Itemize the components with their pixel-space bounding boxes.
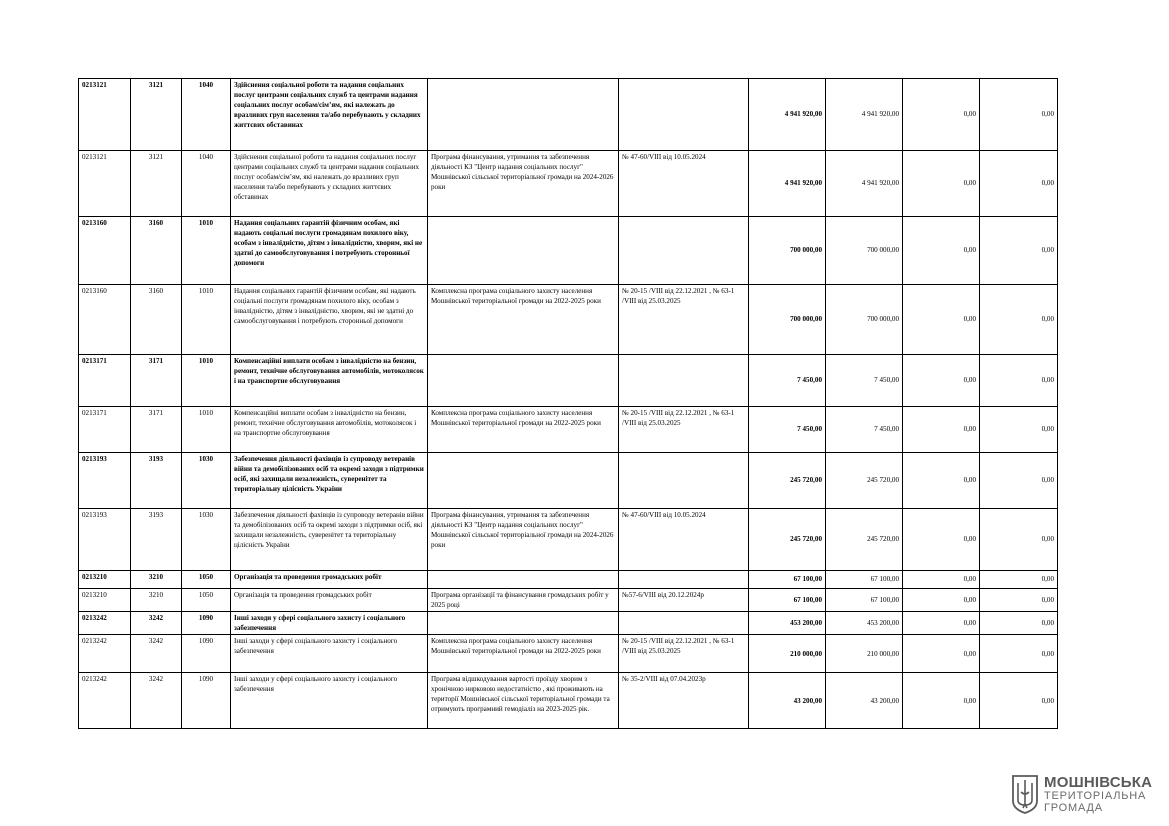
- local-program-cell: [428, 79, 619, 151]
- total-amount-cell: 245 720,00: [749, 509, 826, 571]
- program-code-cell: 0213242: [79, 635, 131, 673]
- program-code-cell: 0213121: [79, 151, 131, 217]
- table-row: [79, 635, 1058, 673]
- classification-code-cell: 1010: [182, 285, 231, 355]
- decision-cell: [619, 79, 749, 151]
- development-fund-cell: 0,00: [980, 79, 1058, 151]
- total-amount-cell: 453 200,00: [749, 612, 826, 635]
- total-amount-cell: 43 200,00: [749, 673, 826, 729]
- decision-cell: [619, 571, 749, 589]
- development-fund-cell: 0,00: [980, 571, 1058, 589]
- development-fund-cell: 0,00: [980, 151, 1058, 217]
- classification-code-cell: 1010: [182, 407, 231, 453]
- function-code-cell: 3160: [131, 217, 182, 285]
- local-program-cell: [428, 612, 619, 635]
- development-fund-cell: 0,00: [980, 285, 1058, 355]
- special-fund-cell: 0,00: [903, 673, 980, 729]
- table-row: [79, 407, 1058, 453]
- decision-cell: № 47-60/VIII від 10.05.2024: [619, 151, 749, 217]
- community-logo: [1010, 774, 1160, 816]
- table-row: [79, 151, 1058, 217]
- program-code-cell: 0213193: [79, 509, 131, 571]
- program-code-cell: 0213171: [79, 407, 131, 453]
- development-fund-cell: 0,00: [980, 509, 1058, 571]
- total-amount-cell: 67 100,00: [749, 571, 826, 589]
- function-code-cell: 3171: [131, 355, 182, 407]
- local-program-cell: [428, 453, 619, 509]
- summary-row: [79, 217, 1058, 285]
- local-program-cell: Комплексна програма соціального захисту населення Мошнівської територіальної громади на 2022-2025 роки: [428, 635, 619, 673]
- program-name-cell: Інші заходи у сфері соціального захисту і соціального забезпечення: [231, 673, 428, 729]
- local-program-cell: [428, 217, 619, 285]
- special-fund-cell: 0,00: [903, 509, 980, 571]
- development-fund-cell: 0,00: [980, 673, 1058, 729]
- development-fund-cell: 0,00: [980, 612, 1058, 635]
- special-fund-cell: 0,00: [903, 571, 980, 589]
- decision-cell: №57-6/VIII від 20.12.2024р: [619, 589, 749, 612]
- special-fund-cell: 0,00: [903, 589, 980, 612]
- special-fund-cell: 0,00: [903, 635, 980, 673]
- local-program-cell: Програма фінансування, утримання та забезпечення діяльності КЗ "Центр надання соціальних послуг" Мошнівської сільської територіальної громади на 2024-2026 роки: [428, 509, 619, 571]
- program-name-cell: Забезпечення діяльності фахівців із супроводу ветеранів війни та демобілізованих осіб та окремі заходи з підтримки осіб, які захищали незалежність, суверенітет та територіальну цілісність України: [231, 509, 428, 571]
- program-code-cell: 0213160: [79, 285, 131, 355]
- program-name-cell: Компенсаційні виплати особам з інвалідністю на бензин, ремонт, технічне обслуговування автомобілів, мотоколясок і на транспортне обслуговування: [231, 407, 428, 453]
- program-name-cell: Компенсаційні виплати особам з інвалідністю на бензин, ремонт, технічне обслуговування автомобілів, мотоколясок і на транспортне обслуговування: [231, 355, 428, 407]
- general-fund-cell: 7 450,00: [826, 407, 903, 453]
- classification-code-cell: 1050: [182, 571, 231, 589]
- total-amount-cell: 700 000,00: [749, 285, 826, 355]
- decision-cell: [619, 453, 749, 509]
- development-fund-cell: 0,00: [980, 217, 1058, 285]
- decision-cell: [619, 612, 749, 635]
- general-fund-cell: 4 941 920,00: [826, 151, 903, 217]
- program-name-cell: Надання соціальних гарантій фізичним особам, які надають соціальні послуги громадянам похилого віку, особам з інвалідністю, дітям з інвалідністю, хворим, які не здатні до самообслуговування і потребують сторонньої допомоги: [231, 285, 428, 355]
- function-code-cell: 3242: [131, 635, 182, 673]
- classification-code-cell: 1090: [182, 673, 231, 729]
- program-name-cell: Здійснення соціальної роботи та надання соціальних послуг центрами соціальних служб та центрами надання соціальних послуг особам/сім’ям, які належать до вразливих груп населення та/або перебувають у складних життєвих обставинах: [231, 79, 428, 151]
- special-fund-cell: 0,00: [903, 79, 980, 151]
- general-fund-cell: 67 100,00: [826, 571, 903, 589]
- program-name-cell: Інші заходи у сфері соціального захисту і соціального забезпечення: [231, 612, 428, 635]
- development-fund-cell: 0,00: [980, 589, 1058, 612]
- classification-code-cell: 1040: [182, 151, 231, 217]
- table-row: [79, 673, 1058, 729]
- development-fund-cell: 0,00: [980, 635, 1058, 673]
- trident-icon: [1010, 774, 1040, 814]
- special-fund-cell: 0,00: [903, 151, 980, 217]
- table-row: [79, 285, 1058, 355]
- total-amount-cell: 7 450,00: [749, 355, 826, 407]
- decision-cell: № 20-15 /VIII від 22.12.2021 , № 63-1 /VIII від 25.03.2025: [619, 635, 749, 673]
- program-name-cell: Забезпечення діяльності фахівців із супроводу ветеранів війни та демобілізованих осіб та окремі заходи з підтримки осіб, які захищали незалежність, суверенітет та територіальну цілісність України: [231, 453, 428, 509]
- classification-code-cell: 1090: [182, 612, 231, 635]
- function-code-cell: 3193: [131, 509, 182, 571]
- function-code-cell: 3242: [131, 673, 182, 729]
- program-code-cell: 0213171: [79, 355, 131, 407]
- summary-row: [79, 355, 1058, 407]
- local-program-cell: Програма фінансування, утримання та забезпечення діяльності КЗ "Центр надання соціальних послуг" Мошнівської сільської територіальної громади на 2024-2026 роки: [428, 151, 619, 217]
- function-code-cell: 3160: [131, 285, 182, 355]
- program-code-cell: 0213121: [79, 79, 131, 151]
- classification-code-cell: 1040: [182, 79, 231, 151]
- classification-code-cell: 1090: [182, 635, 231, 673]
- special-fund-cell: 0,00: [903, 407, 980, 453]
- summary-row: [79, 612, 1058, 635]
- decision-cell: [619, 355, 749, 407]
- classification-code-cell: 1010: [182, 355, 231, 407]
- program-code-cell: 0213193: [79, 453, 131, 509]
- function-code-cell: 3193: [131, 453, 182, 509]
- general-fund-cell: 7 450,00: [826, 355, 903, 407]
- special-fund-cell: 0,00: [903, 453, 980, 509]
- local-program-cell: Програма відшкодування вартості проїзду хворим з хронічною нирковою недостатністю , які проживають на території Мошнівської сільської територіальної громади та отримують програмний гемодіаліз на 2023-2025 рік.: [428, 673, 619, 729]
- general-fund-cell: 210 000,00: [826, 635, 903, 673]
- special-fund-cell: 0,00: [903, 612, 980, 635]
- program-name-cell: Інші заходи у сфері соціального захисту і соціального забезпечення: [231, 635, 428, 673]
- general-fund-cell: 4 941 920,00: [826, 79, 903, 151]
- classification-code-cell: 1030: [182, 509, 231, 571]
- local-program-cell: Комплексна програма соціального захисту населення Мошнівської територіальної громади на 2022-2025 роки: [428, 285, 619, 355]
- function-code-cell: 3121: [131, 151, 182, 217]
- program-name-cell: Здійснення соціальної роботи та надання соціальних послуг центрами соціальних служб та центрами надання соціальних послуг особам/сім’ям, які належать до вразливих груп населення та/або перебувають у складних життєвих обставинах: [231, 151, 428, 217]
- function-code-cell: 3242: [131, 612, 182, 635]
- total-amount-cell: 4 941 920,00: [749, 151, 826, 217]
- total-amount-cell: 7 450,00: [749, 407, 826, 453]
- local-program-cell: [428, 571, 619, 589]
- decision-cell: № 35-2/VIII від 07.04.2023р: [619, 673, 749, 729]
- decision-cell: № 47-60/VIII від 10.05.2024: [619, 509, 749, 571]
- classification-code-cell: 1050: [182, 589, 231, 612]
- total-amount-cell: 700 000,00: [749, 217, 826, 285]
- local-program-cell: Програма організації та фінансування громадських робіт у 2025 році: [428, 589, 619, 612]
- logo-subtitle-line2: ГРОМАДА: [1044, 802, 1103, 814]
- total-amount-cell: 245 720,00: [749, 453, 826, 509]
- program-code-cell: 0213210: [79, 589, 131, 612]
- decision-cell: № 20-15 /VIII від 22.12.2021 , № 63-1 /VIII від 25.03.2025: [619, 407, 749, 453]
- table-row: [79, 509, 1058, 571]
- function-code-cell: 3210: [131, 571, 182, 589]
- general-fund-cell: 43 200,00: [826, 673, 903, 729]
- program-name-cell: Організація та проведення громадських робіт: [231, 571, 428, 589]
- general-fund-cell: 700 000,00: [826, 285, 903, 355]
- special-fund-cell: 0,00: [903, 285, 980, 355]
- summary-row: [79, 453, 1058, 509]
- development-fund-cell: 0,00: [980, 355, 1058, 407]
- special-fund-cell: 0,00: [903, 355, 980, 407]
- program-code-cell: 0213242: [79, 612, 131, 635]
- program-code-cell: 0213160: [79, 217, 131, 285]
- table-row: [79, 589, 1058, 612]
- summary-row: [79, 79, 1058, 151]
- function-code-cell: 3171: [131, 407, 182, 453]
- development-fund-cell: 0,00: [980, 453, 1058, 509]
- logo-subtitle-line1: ТЕРИТОРІАЛЬНА: [1044, 790, 1147, 802]
- program-name-cell: Надання соціальних гарантій фізичним особам, які надають соціальні послуги громадянам похилого віку, особам з інвалідністю, дітям з інвалідністю, хворим, які не здатні до самообслуговування і потребують сторонньої допомоги: [231, 217, 428, 285]
- general-fund-cell: 245 720,00: [826, 509, 903, 571]
- program-code-cell: 0213210: [79, 571, 131, 589]
- decision-cell: № 20-15 /VIII від 22.12.2021 , № 63-1 /VIII від 25.03.2025: [619, 285, 749, 355]
- function-code-cell: 3210: [131, 589, 182, 612]
- classification-code-cell: 1010: [182, 217, 231, 285]
- general-fund-cell: 453 200,00: [826, 612, 903, 635]
- classification-code-cell: 1030: [182, 453, 231, 509]
- special-fund-cell: 0,00: [903, 217, 980, 285]
- program-code-cell: 0213242: [79, 673, 131, 729]
- summary-row: [79, 571, 1058, 589]
- local-program-cell: [428, 355, 619, 407]
- function-code-cell: 3121: [131, 79, 182, 151]
- budget-programs-table: [78, 78, 1058, 729]
- general-fund-cell: 67 100,00: [826, 589, 903, 612]
- total-amount-cell: 4 941 920,00: [749, 79, 826, 151]
- logo-title: МОШНІВСЬКА: [1044, 774, 1153, 791]
- development-fund-cell: 0,00: [980, 407, 1058, 453]
- program-name-cell: Організація та проведення громадських робіт: [231, 589, 428, 612]
- general-fund-cell: 245 720,00: [826, 453, 903, 509]
- general-fund-cell: 700 000,00: [826, 217, 903, 285]
- total-amount-cell: 210 000,00: [749, 635, 826, 673]
- total-amount-cell: 67 100,00: [749, 589, 826, 612]
- decision-cell: [619, 217, 749, 285]
- local-program-cell: Комплексна програма соціального захисту населення Мошнівської територіальної громади на 2022-2025 роки: [428, 407, 619, 453]
